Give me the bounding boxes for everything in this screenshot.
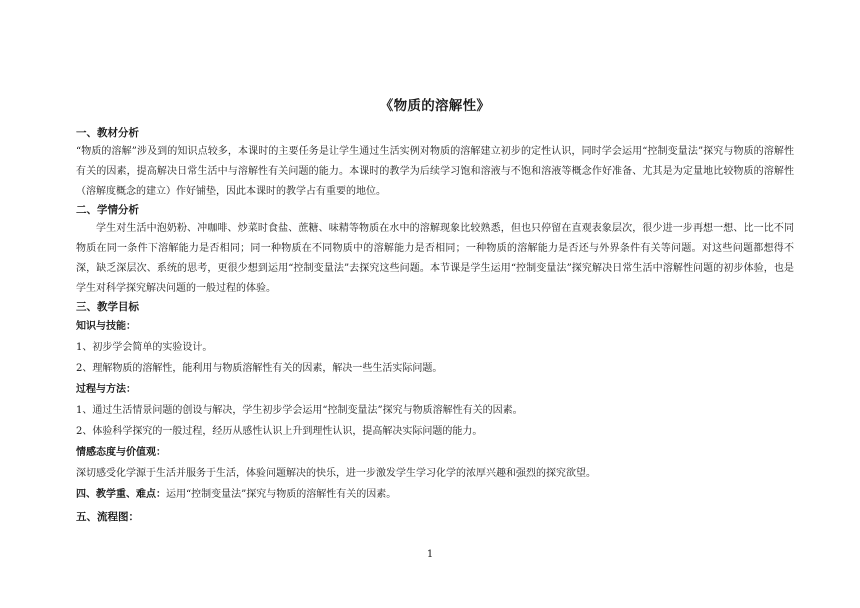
key-points-text: 运用“控制变量法”探究与物质的溶解性有关的因素。 [166,489,397,500]
goal-subheading-knowledge: 知识与技能： [76,321,136,332]
section-heading-key-points: 四、教学重、难点： [76,489,166,500]
goal-subheading-emotion: 情感态度与价值观： [76,447,166,458]
emotion-goal-text: 深切感受化学源于生活并服务于生活，体验问题解决的快乐，进一步激发学生学习化学的浓厚兴趣和强烈的探究欲望。 [76,468,596,479]
knowledge-goal-item: 1、初步学会简单的实验设计。 [76,342,213,353]
document-title: 《物质的溶解性》 [379,98,491,114]
section-heading-teaching-goals: 三、教学目标 [76,301,139,313]
textbook-analysis-paragraph: “物质的溶解”涉及到的知识点较多，本课时的主要任务是让学生通过生活实例对物质的溶解建立初步的定性认识，同时学会运用“控制变量法”探究与物质的溶解性有关的因素，提高解决日常生活中与溶解性有关问题的能力。本课时的教学为后续学习饱和溶液与不饱和溶液等概念作好准备、尤其是为定量地比较物质的溶解性（溶解度概念的建立）作好铺垫，因此本课时的教学占有重要的地位。 [76,146,794,197]
section-heading-flowchart: 五、流程图： [76,511,139,523]
section-heading-textbook-analysis: 一、教材分析 [76,127,139,139]
student-analysis-paragraph: 学生对生活中泡奶粉、冲咖啡、炒菜时食盐、蔗糖、味精等物质在水中的溶解现象比较熟悉，但也只停留在直观表象层次，很少进一步再想一想、比一比不同物质在同一条件下溶解能力是否相同；同一种物质在不同物质中的溶解能力是否相同；一种物质的溶解能力是否还与外界条件有关等问题。对这些问题都想得不深，缺乏深层次、系统的思考，更很少想到运用“控制变量法”去探究这些问题。本节课是学生运用“控制变量法”探究解决日常生活中溶解性问题的初步体验，也是学生对科学探究解决问题的一般过程的体验。 [76,223,794,294]
document-body [76,96,794,528]
process-goal-item: 2、体验科学探究的一般过程，经历从感性认识上升到理性认识，提高解决实际问题的能力。 [76,426,483,437]
key-points-row [76,484,794,506]
section-heading-student-analysis: 二、学情分析 [76,204,139,216]
page-number: 1 [426,549,434,560]
goal-subheading-process: 过程与方法： [76,384,136,395]
knowledge-goal-item: 2、理解物质的溶解性，能利用与物质溶解性有关的因素，解决一些生活实际问题。 [76,363,443,374]
process-goal-item: 1、通过生活情景问题的创设与解决，学生初步学会运用“控制变量法”探究与物质溶解性有关的因素。 [76,405,523,416]
